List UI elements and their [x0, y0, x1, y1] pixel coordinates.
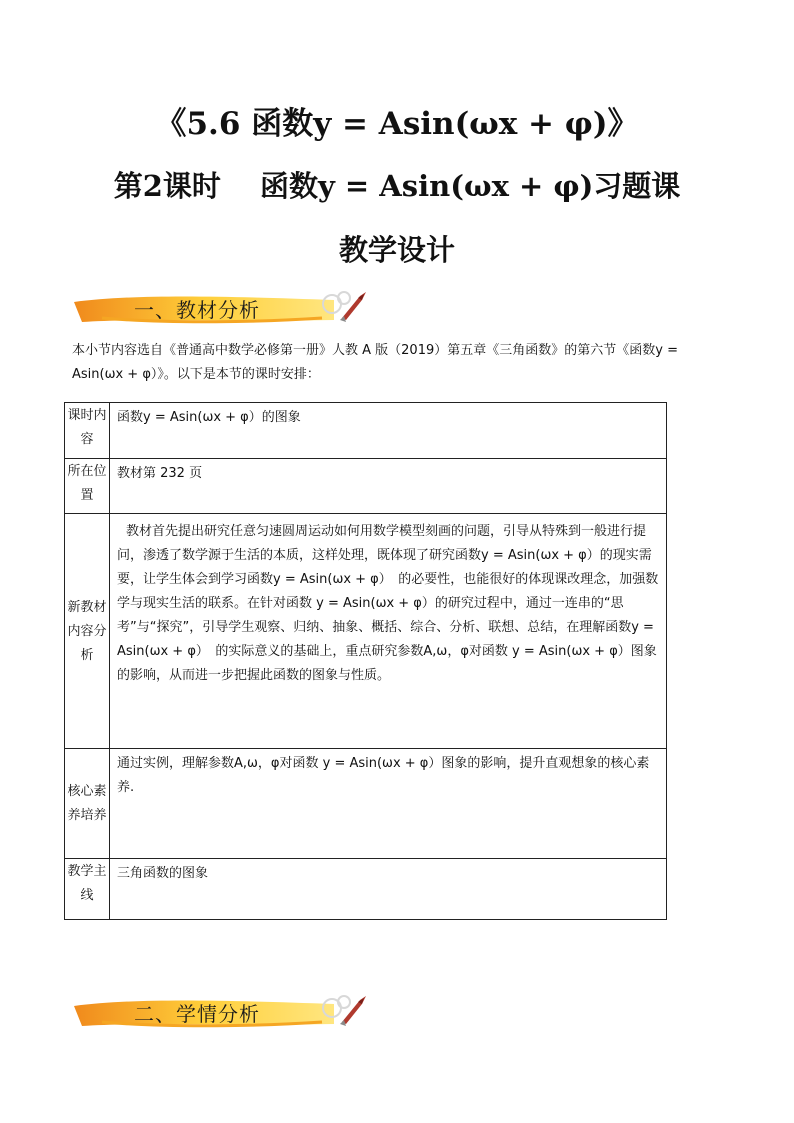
row-label: 核心素养培养: [65, 749, 110, 859]
row-label: 课时内容: [65, 403, 110, 459]
row-label: 所在位置: [65, 459, 110, 514]
rocket-icon: [322, 288, 372, 328]
document-title-line2: 第2课时 函数y = Asin(ωx + φ)习题课: [113, 169, 681, 203]
intro-paragraph: 本小节内容选自《普通高中数学必修第一册》人教 A 版（2019）第五章《三角函数》的第六节《函数y = Asin(ωx + φ）》。以下是本节的课时安排：: [72, 343, 678, 382]
row-content: 三角函数的图象: [110, 859, 667, 920]
table-row: [65, 403, 667, 459]
row-content: 教材第 232 页: [110, 459, 667, 514]
section-heading: 二、学情分析: [134, 1002, 260, 1026]
section-banner-student-analysis: [72, 992, 372, 1032]
row-content: 教材首先提出研究任意匀速圆周运动如何用数学模型刻画的问题，引导从特殊到一般进行提问，渗透了数学源于生活的本质，这样处理，既体现了研究函数y = Asin(ωx + φ）的现实需要，让学生体会到学习函数y = Asin(ωx + φ） 的必要性，也能很好的体现课改理念，加强数学与现实生活的联系。在针对函数 y = Asin(ωx + φ）的研究过程中，通过一连串的“思考”与“探究”，引导学生观察、归纳、抽象、概括、综合、分析、联想、总结，在理解函数y = Asin(ωx + φ） 的实际意义的基础上，重点研究参数A,ω，φ对函数 y = Asin(ωx + φ）图象的影响，从而进一步把握此函数的图象与性质。: [110, 514, 667, 749]
table-row: [65, 459, 667, 514]
document-title-line1: 《5.6 函数y = Asin(ωx + φ)》: [155, 106, 639, 142]
section-heading: 一、教材分析: [134, 298, 260, 322]
table-row: [65, 514, 667, 749]
row-label: 新教材内容分析: [65, 514, 110, 749]
row-content: 函数y = Asin(ωx + φ）的图象: [110, 403, 667, 459]
lesson-arrangement-table: [64, 402, 667, 920]
row-label: 教学主线: [65, 859, 110, 920]
document-title-line3: 教学设计: [338, 233, 455, 267]
table-row: [65, 749, 667, 859]
row-content: 通过实例，理解参数A,ω，φ对函数 y = Asin(ωx + φ）图象的影响，提升直观想象的核心素养.: [110, 749, 667, 859]
rocket-icon: [322, 992, 372, 1032]
table-row: [65, 859, 667, 920]
section-banner-textbook-analysis: [72, 288, 372, 328]
